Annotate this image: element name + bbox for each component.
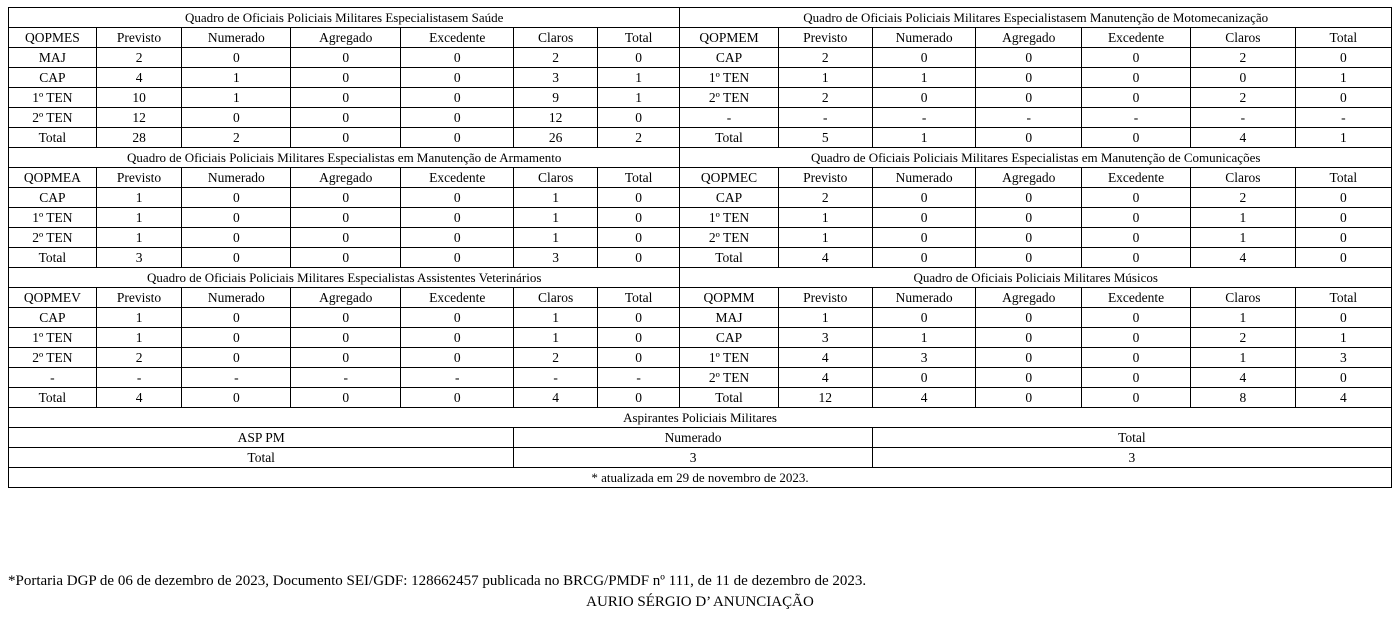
table-cell: 1 [1295,328,1391,348]
table-cell: 9 [514,88,598,108]
column-header: Excedente [1082,288,1191,308]
column-header: Claros [1191,168,1296,188]
column-header: Agregado [291,168,401,188]
table-cell: 0 [182,208,291,228]
table-cell: 0 [872,308,976,328]
table-title: Quadro de Oficiais Policiais Militares Músicos [680,268,1392,288]
column-header: Claros [1191,28,1296,48]
table-cell: - [778,108,872,128]
table-cell: 1 [182,68,291,88]
table-title: Quadro de Oficiais Policiais Militares Especialistas em Manutenção de Comunicações [680,148,1392,168]
aspirantes-header-row [9,428,1392,448]
column-header: Agregado [291,288,401,308]
table-row [9,228,1392,248]
table-cell: 0 [291,208,401,228]
portaria-note: *Portaria DGP de 06 de dezembro de 2023, Documento SEI/GDF: 128662457 publicada no BRCG/PMDF nº 111, de 11 de dezembro de 2023. [8,573,867,589]
column-header: Total [1295,288,1391,308]
table-cell: 0 [597,108,680,128]
column-header: Numerado [872,288,976,308]
table-cell: 0 [291,228,401,248]
table-cell: 1º TEN [680,68,778,88]
table-cell: 2º TEN [680,228,778,248]
column-header: Excedente [1082,168,1191,188]
table-cell: 0 [1082,248,1191,268]
table-cell: 0 [1295,248,1391,268]
table-cell: CAP [680,328,778,348]
table-cell: 4 [96,388,182,408]
table-cell: 2º TEN [9,108,97,128]
column-header: Agregado [976,288,1082,308]
table-cell: 1º TEN [680,348,778,368]
column-header: Previsto [96,168,182,188]
column-header: Total [1295,28,1391,48]
table-cell: 1 [872,128,976,148]
column-header: ASP PM [9,428,514,448]
column-header: Agregado [976,28,1082,48]
table-cell: 2º TEN [9,348,97,368]
table-cell: 1 [514,188,598,208]
table-cell: - [401,368,514,388]
table-cell: Total [9,128,97,148]
column-header: Excedente [401,28,514,48]
efetivo-table [8,7,1392,488]
table-cell: 0 [401,88,514,108]
table-cell: 0 [291,88,401,108]
table-cell: 0 [1082,128,1191,148]
table-cell: - [96,368,182,388]
table-cell: 2º TEN [9,228,97,248]
column-header: Total [1295,168,1391,188]
column-header: Numerado [182,28,291,48]
table-cell: 0 [291,108,401,128]
table-cell: 0 [597,388,680,408]
table-cell: 0 [1082,228,1191,248]
table-cell: 0 [1082,88,1191,108]
table-cell: 0 [976,328,1082,348]
table-cell: - [1295,108,1391,128]
table-cell: 0 [976,368,1082,388]
table-cell: 0 [976,68,1082,88]
table-cell: 28 [96,128,182,148]
table-cell: 0 [1082,208,1191,228]
table-cell: 4 [778,248,872,268]
table-cell: 1 [597,88,680,108]
table-cell: 1 [514,328,598,348]
table-cell: 0 [597,328,680,348]
update-note: * atualizada em 29 de novembro de 2023. [9,468,1392,488]
table-cell: 0 [597,348,680,368]
table-cell: 2 [1191,188,1296,208]
table-cell: 8 [1191,388,1296,408]
table-cell: - [9,368,97,388]
table-cell: 1 [778,228,872,248]
table-cell: 4 [1191,248,1296,268]
column-header: Claros [1191,288,1296,308]
column-header: Previsto [778,168,872,188]
table-title: Quadro de Oficiais Policiais Militares Especialistas em Manutenção de Armamento [9,148,680,168]
table-cell: 0 [1082,368,1191,388]
table-cell: 2 [514,48,598,68]
table-cell: - [872,108,976,128]
table-cell: 0 [401,328,514,348]
table-cell: 0 [872,368,976,388]
table-row [9,388,1392,408]
signature-name: AURIO SÉRGIO D’ ANUNCIAÇÃO [586,594,814,610]
table-cell: 0 [872,248,976,268]
table-cell: CAP [680,48,778,68]
table-cell: 1 [96,228,182,248]
table-row [9,128,1392,148]
table-cell: CAP [9,68,97,88]
table-cell: 0 [976,228,1082,248]
column-header: Claros [514,28,598,48]
table-cell: 0 [291,68,401,88]
table-cell: 1 [872,68,976,88]
table-cell: 0 [401,388,514,408]
table-row [9,68,1392,88]
column-header: Total [597,168,680,188]
table-cell: 0 [1295,308,1391,328]
column-header: QOPMES [9,28,97,48]
table-cell: 0 [976,248,1082,268]
table-cell: 0 [1295,228,1391,248]
table-cell: 1 [1191,208,1296,228]
column-header: Previsto [96,28,182,48]
table-cell: 0 [1082,68,1191,88]
column-header: Numerado [182,288,291,308]
table-cell: 2 [778,48,872,68]
table-row [9,208,1392,228]
table-cell: 2 [1191,328,1296,348]
table-cell: 0 [976,128,1082,148]
table-cell: Total [9,248,97,268]
table-cell: 0 [291,328,401,348]
table-cell: Total [680,128,778,148]
table-cell: 0 [182,388,291,408]
aspirantes-title: Aspirantes Policiais Militares [9,408,1392,428]
table-cell: - [1191,108,1296,128]
table-cell: 12 [96,108,182,128]
table-cell: - [976,108,1082,128]
table-cell: 0 [401,248,514,268]
column-header: Numerado [182,168,291,188]
table-row [9,48,1392,68]
column-header: Numerado [872,168,976,188]
table-cell: CAP [9,188,97,208]
column-header: QOPMEC [680,168,778,188]
table-cell: 0 [872,228,976,248]
column-header: Agregado [291,28,401,48]
table-cell: 1º TEN [9,208,97,228]
table-cell: 0 [1295,88,1391,108]
table-cell: 0 [976,48,1082,68]
table-cell: 0 [872,48,976,68]
table-cell: 1 [96,328,182,348]
column-header: Total [872,428,1391,448]
table-cell: 4 [872,388,976,408]
table-cell: 1 [96,188,182,208]
table-cell: 4 [1191,368,1296,388]
table-cell: 1 [778,68,872,88]
table-cell: 1º TEN [9,88,97,108]
table-cell: 1 [514,228,598,248]
table-cell: 0 [182,48,291,68]
table-cell: - [514,368,598,388]
aspirantes-row [9,448,1392,468]
section-title-row [9,268,1392,288]
table-cell: 12 [514,108,598,128]
table-row [9,348,1392,368]
table-cell: 0 [1191,68,1296,88]
aspirantes-title-row [9,408,1392,428]
table-row [9,368,1392,388]
column-header: Excedente [401,168,514,188]
table-cell: 26 [514,128,598,148]
table-cell: 2 [597,128,680,148]
column-header: QOPMM [680,288,778,308]
table-cell: 0 [597,228,680,248]
table-cell: 2 [96,48,182,68]
table-cell: 1 [778,308,872,328]
table-cell: 2 [96,348,182,368]
table-cell: 1 [778,208,872,228]
column-header: QOPMEA [9,168,97,188]
table-cell: 3 [96,248,182,268]
table-cell: Total [9,388,97,408]
table-title: Quadro de Oficiais Policiais Militares Especialistasem Saúde [9,8,680,28]
table-cell: 2 [778,188,872,208]
column-header: Numerado [514,428,872,448]
column-header: Excedente [401,288,514,308]
table-cell: 2º TEN [680,88,778,108]
table-cell: 3 [778,328,872,348]
table-cell: MAJ [9,48,97,68]
column-header: Previsto [778,288,872,308]
column-header: Previsto [778,28,872,48]
table-cell: 2 [778,88,872,108]
section-title-row [9,148,1392,168]
table-cell: 3 [514,68,598,88]
section-title-row [9,8,1392,28]
table-cell: 2 [182,128,291,148]
table-cell: 2º TEN [680,368,778,388]
table-row [9,328,1392,348]
column-header: Numerado [872,28,976,48]
table-cell: 0 [1082,48,1191,68]
table-title: Quadro de Oficiais Policiais Militares Especialistasem Manutenção de Motomecanização [680,8,1392,28]
table-cell: 0 [1295,48,1391,68]
table-title: Quadro de Oficiais Policiais Militares Especialistas Assistentes Veterinários [9,268,680,288]
table-cell: 3 [1295,348,1391,368]
table-cell: 1 [182,88,291,108]
table-row [9,308,1392,328]
table-cell: 4 [1191,128,1296,148]
table-cell: - [597,368,680,388]
table-cell: 0 [1295,208,1391,228]
table-cell: 0 [291,248,401,268]
table-cell: 0 [1082,348,1191,368]
table-cell: CAP [680,188,778,208]
table-cell: 0 [291,128,401,148]
table-cell: 0 [291,348,401,368]
table-cell: 1 [1295,68,1391,88]
table-cell: 0 [1082,388,1191,408]
table-cell: 0 [976,208,1082,228]
table-cell: 0 [597,208,680,228]
table-cell: 1 [514,308,598,328]
table-cell: 1º TEN [680,208,778,228]
table-cell: 3 [872,448,1391,468]
table-cell: 1 [597,68,680,88]
table-cell: 0 [597,248,680,268]
table-cell: 0 [872,88,976,108]
table-row [9,108,1392,128]
table-cell: 0 [401,128,514,148]
table-cell: 3 [872,348,976,368]
column-header: Agregado [976,168,1082,188]
table-cell: - [182,368,291,388]
table-cell: 0 [401,68,514,88]
table-cell: 4 [96,68,182,88]
table-cell: 0 [1082,328,1191,348]
column-header: Total [597,288,680,308]
column-header: Claros [514,288,598,308]
table-row [9,88,1392,108]
table-cell: 0 [182,248,291,268]
table-cell: CAP [9,308,97,328]
table-cell: 4 [1295,388,1391,408]
table-cell: - [291,368,401,388]
table-cell: 0 [182,108,291,128]
table-cell: 0 [401,308,514,328]
table-cell: 0 [291,308,401,328]
table-cell: 1 [96,208,182,228]
update-note-row [9,468,1392,488]
table-cell: 0 [1082,188,1191,208]
table-cell: 0 [1082,308,1191,328]
table-cell: 0 [401,48,514,68]
column-header: Total [597,28,680,48]
table-cell: 4 [514,388,598,408]
table-cell: 2 [514,348,598,368]
column-header: QOPMEV [9,288,97,308]
table-cell: 0 [182,228,291,248]
table-cell: 0 [291,48,401,68]
table-cell: 0 [182,308,291,328]
table-cell: MAJ [680,308,778,328]
table-cell: 12 [778,388,872,408]
table-cell: 0 [872,188,976,208]
column-header: Claros [514,168,598,188]
table-cell: 0 [597,308,680,328]
table-cell: 4 [778,348,872,368]
table-cell: 3 [514,248,598,268]
table-cell: 1º TEN [9,328,97,348]
table-row [9,188,1392,208]
table-cell: 0 [597,188,680,208]
table-cell: 0 [976,188,1082,208]
table-cell: 1 [96,308,182,328]
table-cell: - [680,108,778,128]
table-cell: 10 [96,88,182,108]
table-cell: 0 [401,108,514,128]
table-cell: 0 [401,188,514,208]
column-header: QOPMEM [680,28,778,48]
table-cell: 0 [182,328,291,348]
table-cell: 2 [1191,88,1296,108]
table-cell: 0 [182,348,291,368]
table-cell: 1 [872,328,976,348]
table-cell: 1 [1191,308,1296,328]
table-cell: 1 [1295,128,1391,148]
table-cell: 1 [514,208,598,228]
header-row [9,288,1392,308]
table-cell: Total [680,388,778,408]
table-cell: 0 [976,348,1082,368]
table-cell: 3 [514,448,872,468]
table-cell: 0 [976,388,1082,408]
table-cell: 0 [291,388,401,408]
table-row [9,248,1392,268]
table-cell: 0 [1295,368,1391,388]
table-cell: 1 [1191,228,1296,248]
table-cell: 0 [401,348,514,368]
table-cell: Total [9,448,514,468]
table-cell: 4 [778,368,872,388]
table-cell: 0 [872,208,976,228]
table-cell: 0 [597,48,680,68]
table-cell: 5 [778,128,872,148]
table-cell: 1 [1191,348,1296,368]
table-cell: 2 [1191,48,1296,68]
table-cell: Total [680,248,778,268]
table-cell: - [1082,108,1191,128]
table-cell: 0 [1295,188,1391,208]
header-row [9,28,1392,48]
column-header: Excedente [1082,28,1191,48]
column-header: Previsto [96,288,182,308]
table-cell: 0 [182,188,291,208]
table-cell: 0 [401,228,514,248]
table-cell: 0 [976,88,1082,108]
header-row [9,168,1392,188]
table-cell: 0 [976,308,1082,328]
table-cell: 0 [291,188,401,208]
table-cell: 0 [401,208,514,228]
